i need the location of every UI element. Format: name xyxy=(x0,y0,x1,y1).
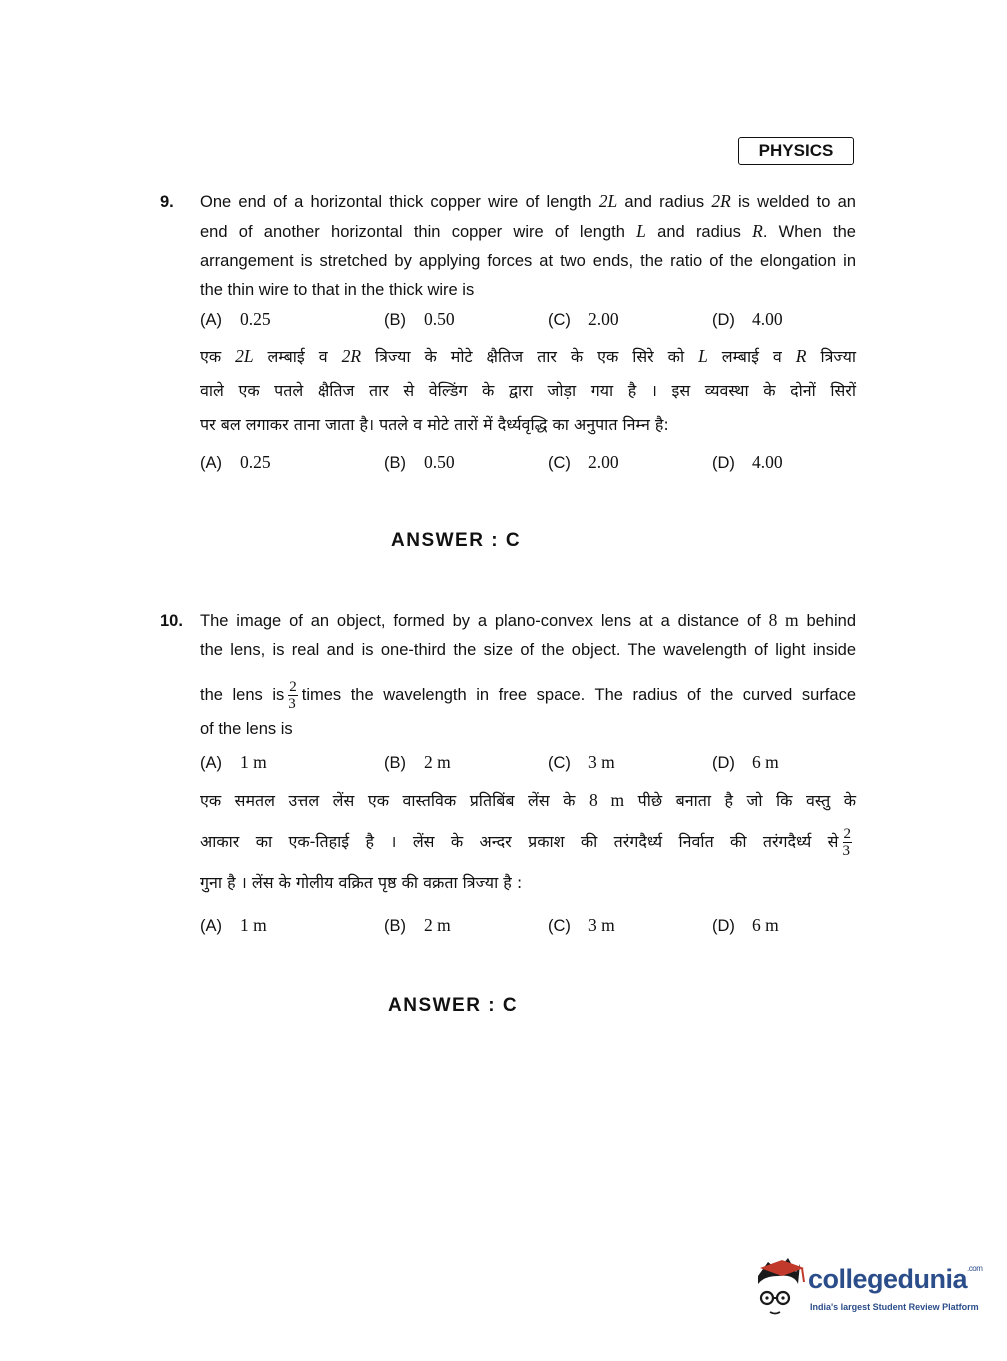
option-b[interactable]: (B) 0.50 xyxy=(384,452,455,472)
option-b[interactable]: (B) 2 m xyxy=(384,752,451,772)
option-d[interactable]: (D) 6 m xyxy=(712,752,779,772)
question-10-options-hi xyxy=(200,915,856,939)
option-a[interactable]: (A) 0.25 xyxy=(200,309,271,329)
question-10-text-en: The image of an object, formed by a plano-convex lens at a distance of 8 m behind the lens, is real and is one-third the size of the object. The wavelength of light inside the lens is $\frac{2}{3}$ times the wavelength in free space. The radius of the curved surface of the lens is xyxy=(200,610,856,738)
question-9-answer: ANSWER : C xyxy=(391,530,522,551)
logo-tagline: India's largest Student Review Platform xyxy=(810,1302,979,1312)
question-10-number: 10. xyxy=(160,612,183,630)
subject-label: PHYSICS xyxy=(738,137,854,165)
collegedunia-logo[interactable] xyxy=(748,1254,983,1326)
option-b[interactable]: (B) 2 m xyxy=(384,915,451,935)
question-9-options-hi xyxy=(200,452,856,476)
question-10-answer: ANSWER : C xyxy=(388,995,519,1016)
option-a[interactable]: (A) 0.25 xyxy=(200,452,271,472)
option-d[interactable]: (D) 4.00 xyxy=(712,309,783,329)
fraction-two-thirds: $\frac{2}{3}$ xyxy=(842,826,851,859)
fraction-two-thirds: $\frac{2}{3}$ xyxy=(288,679,297,713)
question-9-text-en: One end of a horizontal thick copper wire of length 2L and radius 2R is welded to an end of another horizontal thin copper wire of length L and radius R. When the arrangement is stretched by applying forces at two ends, the ratio of the elongation in the thin wire to that in the thick wire is xyxy=(200,191,856,299)
mascot-icon xyxy=(748,1254,808,1326)
option-c[interactable]: (C) 3 m xyxy=(548,915,615,935)
option-a[interactable]: (A) 1 m xyxy=(200,915,267,935)
question-10-text-hi: एक समतल उत्तल लेंस एक वास्तविक प्रतिबिंब लेंस के 8 m पीछे बनाता है जो कि वस्तु के आकार का एक-तिहाई है । लेंस के अन्दर प्रकाश की तरंगदैर्ध्य निर्वात की तरंगदैर्ध्य से $\frac{2}{3}$ गुना है । लेंस के गोलीय वक्रित पृष्ठ की वक्रता त्रिज्या है : xyxy=(200,790,856,892)
question-10-options-en xyxy=(200,752,856,776)
question-9-text-hi: एक 2L लम्बाई व 2R त्रिज्या के मोटे क्षैतिज तार के एक सिरे को L लम्बाई व R त्रिज्या वाले एक पतले क्षैतिज तार से वेल्डिंग के द्वारा जोड़ा गया है । इस व्यवस्था के दोनों सिरों पर बल लगाकर ताना जाता है। पतले व मोटे तारों में दैर्ध्यवृद्धि का अनुपात निम्न है: xyxy=(200,346,857,434)
option-c[interactable]: (C) 2.00 xyxy=(548,452,619,472)
question-9-options-en xyxy=(200,309,856,333)
option-b[interactable]: (B) 0.50 xyxy=(384,309,455,329)
logo-wordmark: collegedunia$^{.com}$ xyxy=(808,1264,983,1294)
option-d[interactable]: (D) 4.00 xyxy=(712,452,783,472)
question-9-number: 9. xyxy=(160,193,174,211)
option-d[interactable]: (D) 6 m xyxy=(712,915,779,935)
option-c[interactable]: (C) 2.00 xyxy=(548,309,619,329)
option-a[interactable]: (A) 1 m xyxy=(200,752,267,772)
option-c[interactable]: (C) 3 m xyxy=(548,752,615,772)
